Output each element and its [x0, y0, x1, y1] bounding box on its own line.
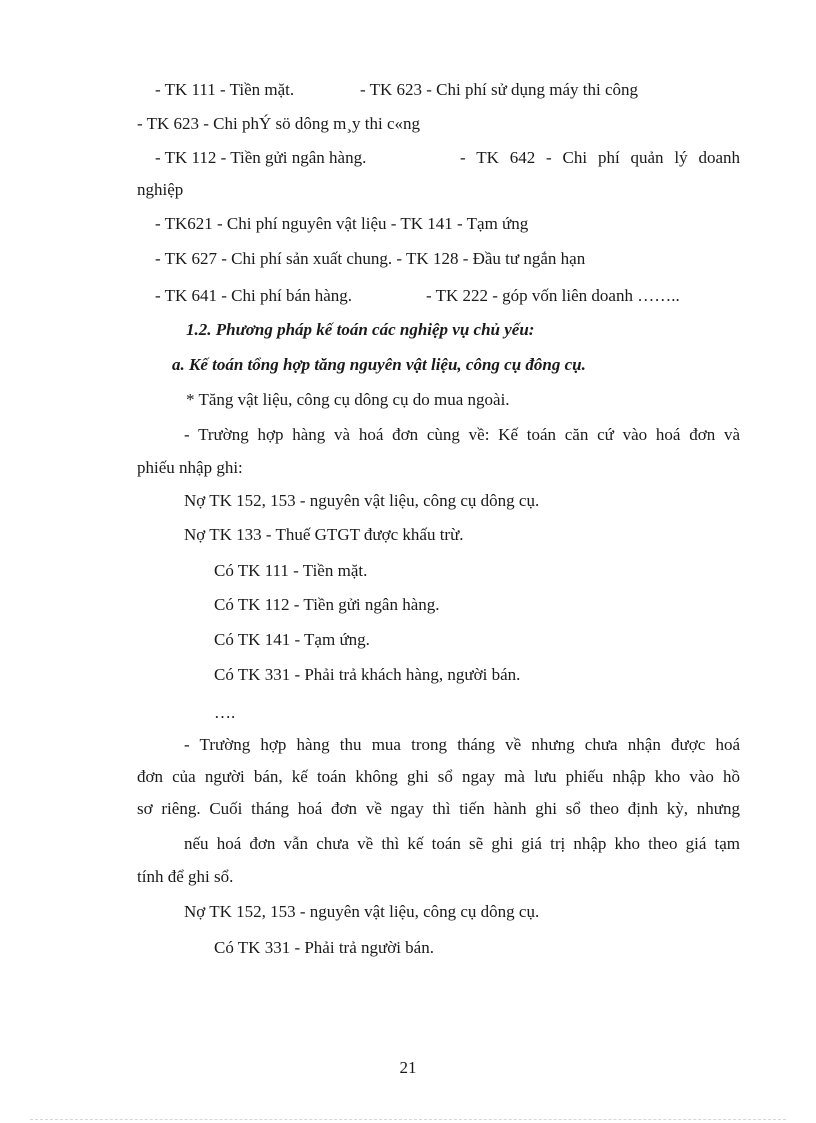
- text-line: * Tăng vật liệu, công cụ dông cụ do mua ngoài.: [186, 390, 510, 409]
- text-line: nếu hoá đơn vẫn chưa về thì kế toán sẽ ghi giá trị nhập kho theo giá tạm: [184, 834, 740, 853]
- subsection-heading: a. Kế toán tổng hợp tăng nguyên vật liệu, công cụ đông cụ.: [172, 355, 586, 374]
- text-line: - TK 627 - Chi phí sản xuất chung. - TK 128 - Đầu tư ngắn hạn: [155, 249, 586, 268]
- text-line: đơn của người bán, kế toán không ghi sổ ngay mà lưu phiếu nhập kho vào hồ: [137, 767, 740, 786]
- text-line: - TK 641 - Chi phí bán hàng.: [155, 286, 353, 305]
- text-line: Có TK 141 - Tạm ứng.: [214, 630, 370, 649]
- text-line: Có TK 331 - Phải trả người bán.: [214, 938, 434, 957]
- text-line: - TK 642 - Chi phí quản lý doanh: [460, 148, 740, 167]
- text-line: Nợ TK 152, 153 - nguyên vật liệu, công cụ dông cụ.: [184, 902, 540, 921]
- section-heading: 1.2. Phương pháp kế toán các nghiệp vụ chủ yếu:: [186, 320, 535, 339]
- text-line: - TK 222 - góp vốn liên doanh ……..: [426, 286, 680, 305]
- text-line: - Trường hợp hàng thu mua trong tháng về nhưng chưa nhận được hoá: [184, 735, 740, 754]
- page-number: 21: [399, 1058, 417, 1077]
- text-line: Nợ TK 152, 153 - nguyên vật liệu, công cụ dông cụ.: [184, 491, 540, 510]
- text-line: Có TK 331 - Phải trả khách hàng, người bán.: [214, 665, 521, 684]
- text-line: - TK621 - Chi phí nguyên vật liệu - TK 141 - Tạm ứng: [155, 214, 529, 233]
- text-line: tính để ghi sổ.: [137, 867, 234, 886]
- text-line: - TK 623 - Chi phí sử dụng máy thi công: [360, 80, 639, 99]
- text-line: phiếu nhập ghi:: [137, 458, 243, 477]
- text-line: - TK 623 - Chi phÝ sö dông m¸y thi c«ng: [137, 114, 421, 133]
- text-line: ….: [214, 703, 236, 722]
- page-bottom-divider: [30, 1119, 786, 1120]
- text-line: Có TK 112 - Tiền gửi ngân hàng.: [214, 595, 440, 614]
- text-line: nghiệp: [137, 180, 184, 199]
- text-line: - TK 111 - Tiền mặt.: [155, 80, 295, 99]
- text-line: Có TK 111 - Tiền mặt.: [214, 561, 368, 580]
- text-line: - TK 112 - Tiền gửi ngân hàng.: [155, 148, 367, 167]
- text-line: sơ riêng. Cuối tháng hoá đơn về ngay thì tiến hành ghi sổ theo định kỳ, nhưng: [137, 799, 740, 818]
- text-line: - Trường hợp hàng và hoá đơn cùng về: Kế toán căn cứ vào hoá đơn và: [184, 425, 740, 444]
- text-line: Nợ TK 133 - Thuế GTGT được khấu trừ.: [184, 525, 464, 544]
